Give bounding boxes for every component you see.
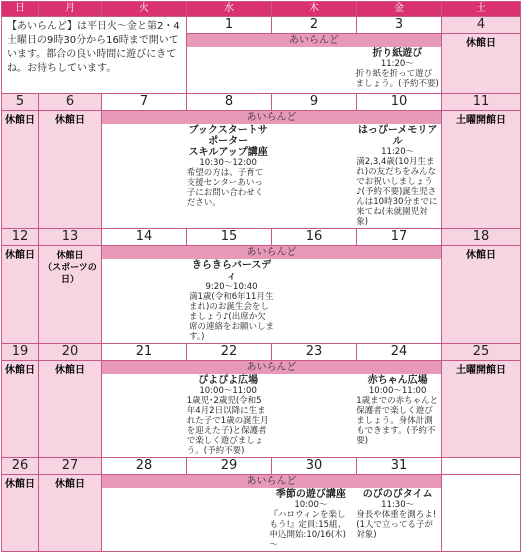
date-22: 22: [187, 344, 272, 361]
week3-content: [102, 246, 442, 344]
weekday-sat: 土: [442, 2, 521, 17]
weekday-sun: 日: [2, 2, 39, 17]
date-1: 1: [187, 17, 272, 34]
weekday-header: [2, 2, 521, 17]
event-nobinobi[interactable]: のびのびタイム 11:30～ 身長や体重を測ろよ!(1人で立ってる子が対象): [356, 489, 437, 540]
closed-27: 休館日: [39, 475, 102, 552]
event-origami[interactable]: 折り紙遊び 11:20～ 折り紙を折って遊びましょう。(予約不要): [355, 48, 439, 89]
date-15: 15: [187, 229, 272, 246]
closed-4: 休館日: [442, 34, 521, 94]
closed-18: 休館日: [442, 246, 521, 344]
date-5: 5: [2, 94, 39, 111]
date-13: 13: [39, 229, 102, 246]
weekday-wed: 水: [187, 2, 272, 17]
date-25: 25: [442, 344, 521, 361]
date-blank: [442, 458, 521, 475]
airando-band: あいらんど: [102, 246, 441, 259]
date-12: 12: [2, 229, 39, 246]
date-19: 19: [2, 344, 39, 361]
airando-band: あいらんど: [102, 111, 441, 124]
date-28: 28: [102, 458, 187, 475]
sat-open-25: 土曜開館日: [442, 361, 521, 458]
date-4: 4: [442, 17, 521, 34]
week5-content: [102, 475, 442, 552]
date-23: 23: [272, 344, 357, 361]
date-8: 8: [187, 94, 272, 111]
event-happy-memorial[interactable]: はっぴーメモリアル 11:20～ 満2,3,4歳(10月生まれ)の友だちをみんなでお祝いしましょう♪(予約不要)誕生児さんは10時30分までに来てね(未就園児対象): [356, 125, 438, 227]
week2-content: [102, 111, 442, 229]
date-17: 17: [357, 229, 442, 246]
event-kirakira[interactable]: きらきらバースディ 9:20～10:40 満1歳(令和6年11月生まれ)のお誕生会をしましょう♪(出席か欠席の連絡をお願いします。): [189, 260, 275, 342]
week1-content: [187, 34, 442, 94]
date-20: 20: [39, 344, 102, 361]
airando-band: あいらんど: [102, 475, 441, 488]
closed-12: 休館日: [2, 246, 39, 344]
date-11: 11: [442, 94, 521, 111]
date-3: 3: [357, 17, 442, 34]
weekday-tue: 火: [102, 2, 187, 17]
date-26: 26: [2, 458, 39, 475]
date-29: 29: [187, 458, 272, 475]
intro-cell: [2, 17, 187, 94]
closed-20: 休館日: [39, 361, 102, 458]
date-9: 9: [272, 94, 357, 111]
date-10: 10: [357, 94, 442, 111]
weekday-fri: 金: [357, 2, 442, 17]
event-baby-hiroba[interactable]: 赤ちゃん広場 10:00～11:00 1歳までの赤ちゃんと保護者で楽しく遊びましょう。身体計測もできます。(予約不要): [356, 375, 439, 446]
event-bookstart[interactable]: ブックスタートサポーター スキルアップ講座 10:30～12:00 希望の方は、子育て支援センターあいっ子にお問い合わせください。: [186, 125, 268, 208]
date-2: 2: [272, 17, 357, 34]
closed-13-sports: 休館日 （スポーツの日）: [39, 246, 102, 344]
date-18: 18: [442, 229, 521, 246]
week4-content: [102, 361, 442, 458]
date-31: 31: [357, 458, 442, 475]
closed-26: 休館日: [2, 475, 39, 552]
airando-band: あいらんど: [102, 361, 441, 374]
date-6: 6: [39, 94, 102, 111]
date-30: 30: [272, 458, 357, 475]
closed-19: 休館日: [2, 361, 39, 458]
weekday-mon: 月: [39, 2, 102, 17]
event-piyopiyo[interactable]: ぴよぴよ広場 10:00～11:00 1歳児･2歳児(令和5年4月2日以降に生まれた子で1歳の誕生月を迎えた子)と保護者で楽しく遊びましょう。(予約不要): [186, 375, 269, 456]
closed-6: 休館日: [39, 111, 102, 229]
closed-5: 休館日: [2, 111, 39, 229]
weekday-thu: 木: [272, 2, 357, 17]
intro-text: 【あいらんど】は平日火～金と第2・4土曜日の9時30分から16時まで開いています。都合の良い時間に遊びにきてね。お待ちしています。: [7, 21, 180, 74]
event-season-play[interactable]: 季節の遊び講座 10:00～ 『ハロウィンを楽しもう!』定員:15組、申込開始:10/16(木)～: [269, 489, 347, 550]
sat-open-11: 土曜開館日: [442, 111, 521, 229]
date-27: 27: [39, 458, 102, 475]
date-21: 21: [102, 344, 187, 361]
date-14: 14: [102, 229, 187, 246]
date-24: 24: [357, 344, 442, 361]
date-16: 16: [272, 229, 357, 246]
date-7: 7: [102, 94, 187, 111]
airando-band: あいらんど: [187, 34, 441, 47]
empty-cell: [442, 475, 521, 552]
